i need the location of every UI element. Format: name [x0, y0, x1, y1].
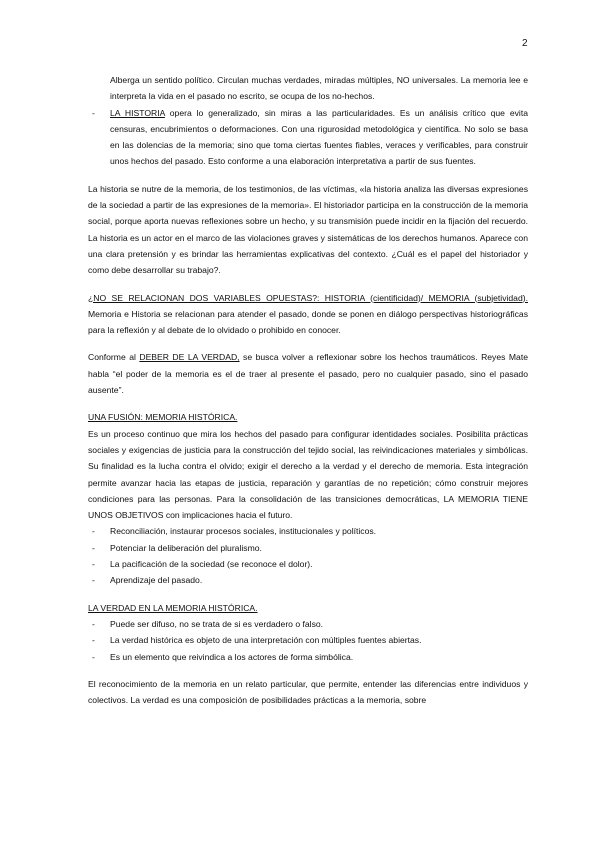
- deber-after: se busca volver a reflexionar sobre los hechos traumáticos. Reyes Mate habla “el poder de la memoria es el de traer al presente el pasado, pero no cualquier pasado, sino el pasado ausente”.: [88, 352, 529, 396]
- verdad-memoria-heading: LA VERDAD EN LA MEMORIA HISTÓRICA.: [88, 602, 258, 613]
- historia-paragraph: La historia se nutre de la memoria, de los testimonios, de las víctimas, «la historia analiza las diversas expresiones de la sociedad a partir de las expresiones de la memoria». El historiador participa en la construcción de la memoria social, porque aporta nuevas reflexiones sobre un hecho, y su transmisión puede incidir en la fijación del recuerdo. La historia es un actor en el marco de las violaciones graves y sistemáticas de los derechos humanos. Aparece con una clara pretensión y es brindar las herramientas explicativas del contexto. ¿Cuál es el papel del historiador y como debe desarrollar su trabajo?.: [88, 183, 528, 276]
- variables-heading: ¿NO SE RELACIONAN DOS VARIABLES OPUESTAS?: HISTORIA (cientificidad)/ MEMORIA (subjetividad).: [88, 292, 528, 303]
- list-item: - Reconciliación, instaurar procesos sociales, institucionales y políticos.: [88, 523, 528, 539]
- list-item: - Aprendizaje del pasado.: [88, 572, 528, 588]
- list-item: - La verdad histórica es objeto de una interpretación con múltiples fuentes abiertas.: [88, 632, 528, 648]
- variables-text: Memoria e Historia se relacionan para atender el pasado, donde se ponen en diálogo perspectivas historiográficas para la reflexión y al debate de lo olvidado o prohibido en conocer.: [88, 308, 528, 336]
- deber-verdad-paragraph: [88, 349, 528, 398]
- verdad-memoria-list: [88, 616, 528, 665]
- document-body: [88, 72, 528, 708]
- historia-bullet: [88, 105, 528, 170]
- list-item: - Es un elemento que reivindica a los actores de forma simbólica.: [88, 649, 528, 665]
- list-item: - Potenciar la deliberación del pluralismo.: [88, 540, 528, 556]
- deber-before: Conforme al: [88, 352, 140, 363]
- fusion-objectives-list: [88, 523, 528, 588]
- deber-verdad-heading: DEBER DE LA VERDAD,: [139, 352, 240, 363]
- variables-section: [88, 290, 528, 339]
- list-item: - Puede ser difuso, no se trata de si es verdadero o falso.: [88, 616, 528, 632]
- page-number: 2: [522, 38, 528, 49]
- historia-bullet-list: [88, 105, 528, 170]
- historia-heading: LA HISTORIA: [110, 107, 165, 118]
- historia-bullet-text: opera lo generalizado, sin miras a las particularidades. Es un análisis crítico que evita censuras, encubrimientos o deformaciones. Con una rigurosidad metodológica y científica. No solo se basa en las dolencias de la memoria; sino que toma ciertas fuentes fiables, veraces y verificables, para construir unos hechos del pasado. Esto conforme a una elaboración interpretativa a partir de sus fuentes.: [110, 107, 528, 167]
- list-item: - La pacificación de la sociedad (se reconoce el dolor).: [88, 556, 528, 572]
- closing-paragraph: El reconocimiento de la memoria en un relato particular, que permite, entender las diferencias entre individuos y colectivos. La verdad es una composición de posibilidades prácticas a la memoria, sobre: [88, 678, 528, 706]
- memoria-continuation: Alberga un sentido político. Circulan muchas verdades, miradas múltiples, NO universales. La memoria lee e interpreta la vida en el pasado no escrito, se ocupa de los no-hechos.: [110, 75, 528, 102]
- fusion-heading: UNA FUSIÓN: MEMORIA HISTÓRICA.: [88, 412, 238, 423]
- fusion-text: Es un proceso continuo que mira los hechos del pasado para configurar identidades sociales. Posibilita prácticas sociales y exigencias de justicia para la construcción del tejido social, las reivindicaciones materiales y simbólicas. Su finalidad es la lucha contra el olvido; exigir el derecho a la verdad y el derecho de memoria. Esta integración permite avanzar hacia las etapas de justicia, reparación y garantías de no repetición; cómo construir mejores condiciones para las personas. Para la consolidación de las transiciones democráticas, LA MEMORIA TIENE UNOS OBJETIVOS con implicaciones hacia el futuro.: [88, 428, 528, 521]
